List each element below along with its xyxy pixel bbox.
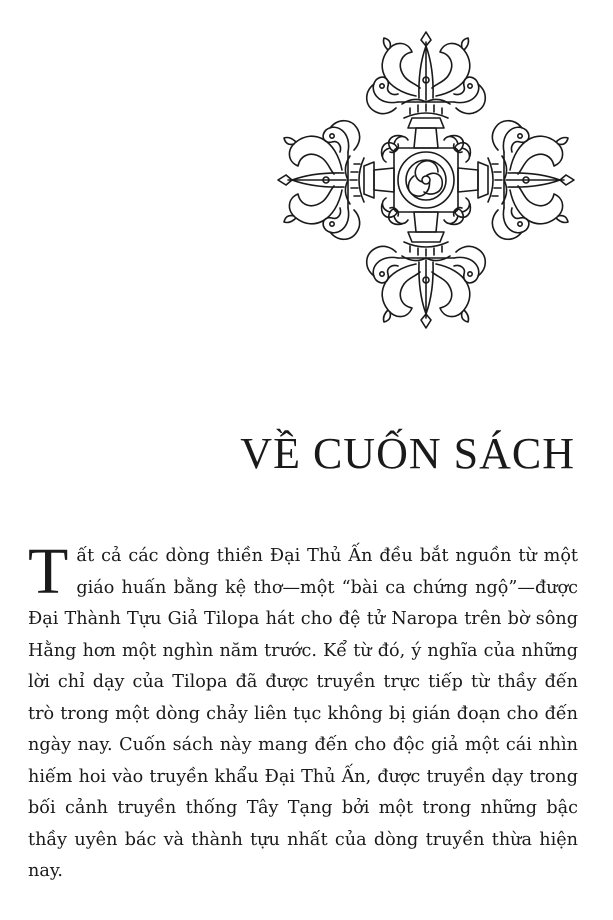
page-title: VỀ CUỐN SÁCH (240, 429, 575, 478)
double-vajra-icon (276, 30, 576, 330)
paragraph-text: ất cả các dòng thiền Đại Thủ Ấn đều bắt nguồn từ một giáo huấn bằng kệ thơ—một “bài ca chứng ngộ”—được Đại Thành Tựu Giả Tilopa hát cho đệ tử Naropa trên bờ sông Hằng hơn một nghìn năm trước. Kể từ đó, ý nghĩa của những lời chỉ dạy của Tilopa đã được truyền trực tiếp từ thầy đến trò trong một dòng chảy liên tục không bị gián đoạn cho đến ngày nay. Cuốn sách này mang đến cho độc giả một cái nhìn hiếm hoi vào truyền khẩu Đại Thủ Ấn, được truyền dạy trong bối cảnh truyền thống Tây Tạng bởi một trong những bậc thầy uyên bác và thành tựu nhất của dòng truyền thừa hiện nay. (28, 546, 578, 881)
body-paragraph (28, 535, 578, 888)
drop-cap: T (28, 535, 69, 608)
